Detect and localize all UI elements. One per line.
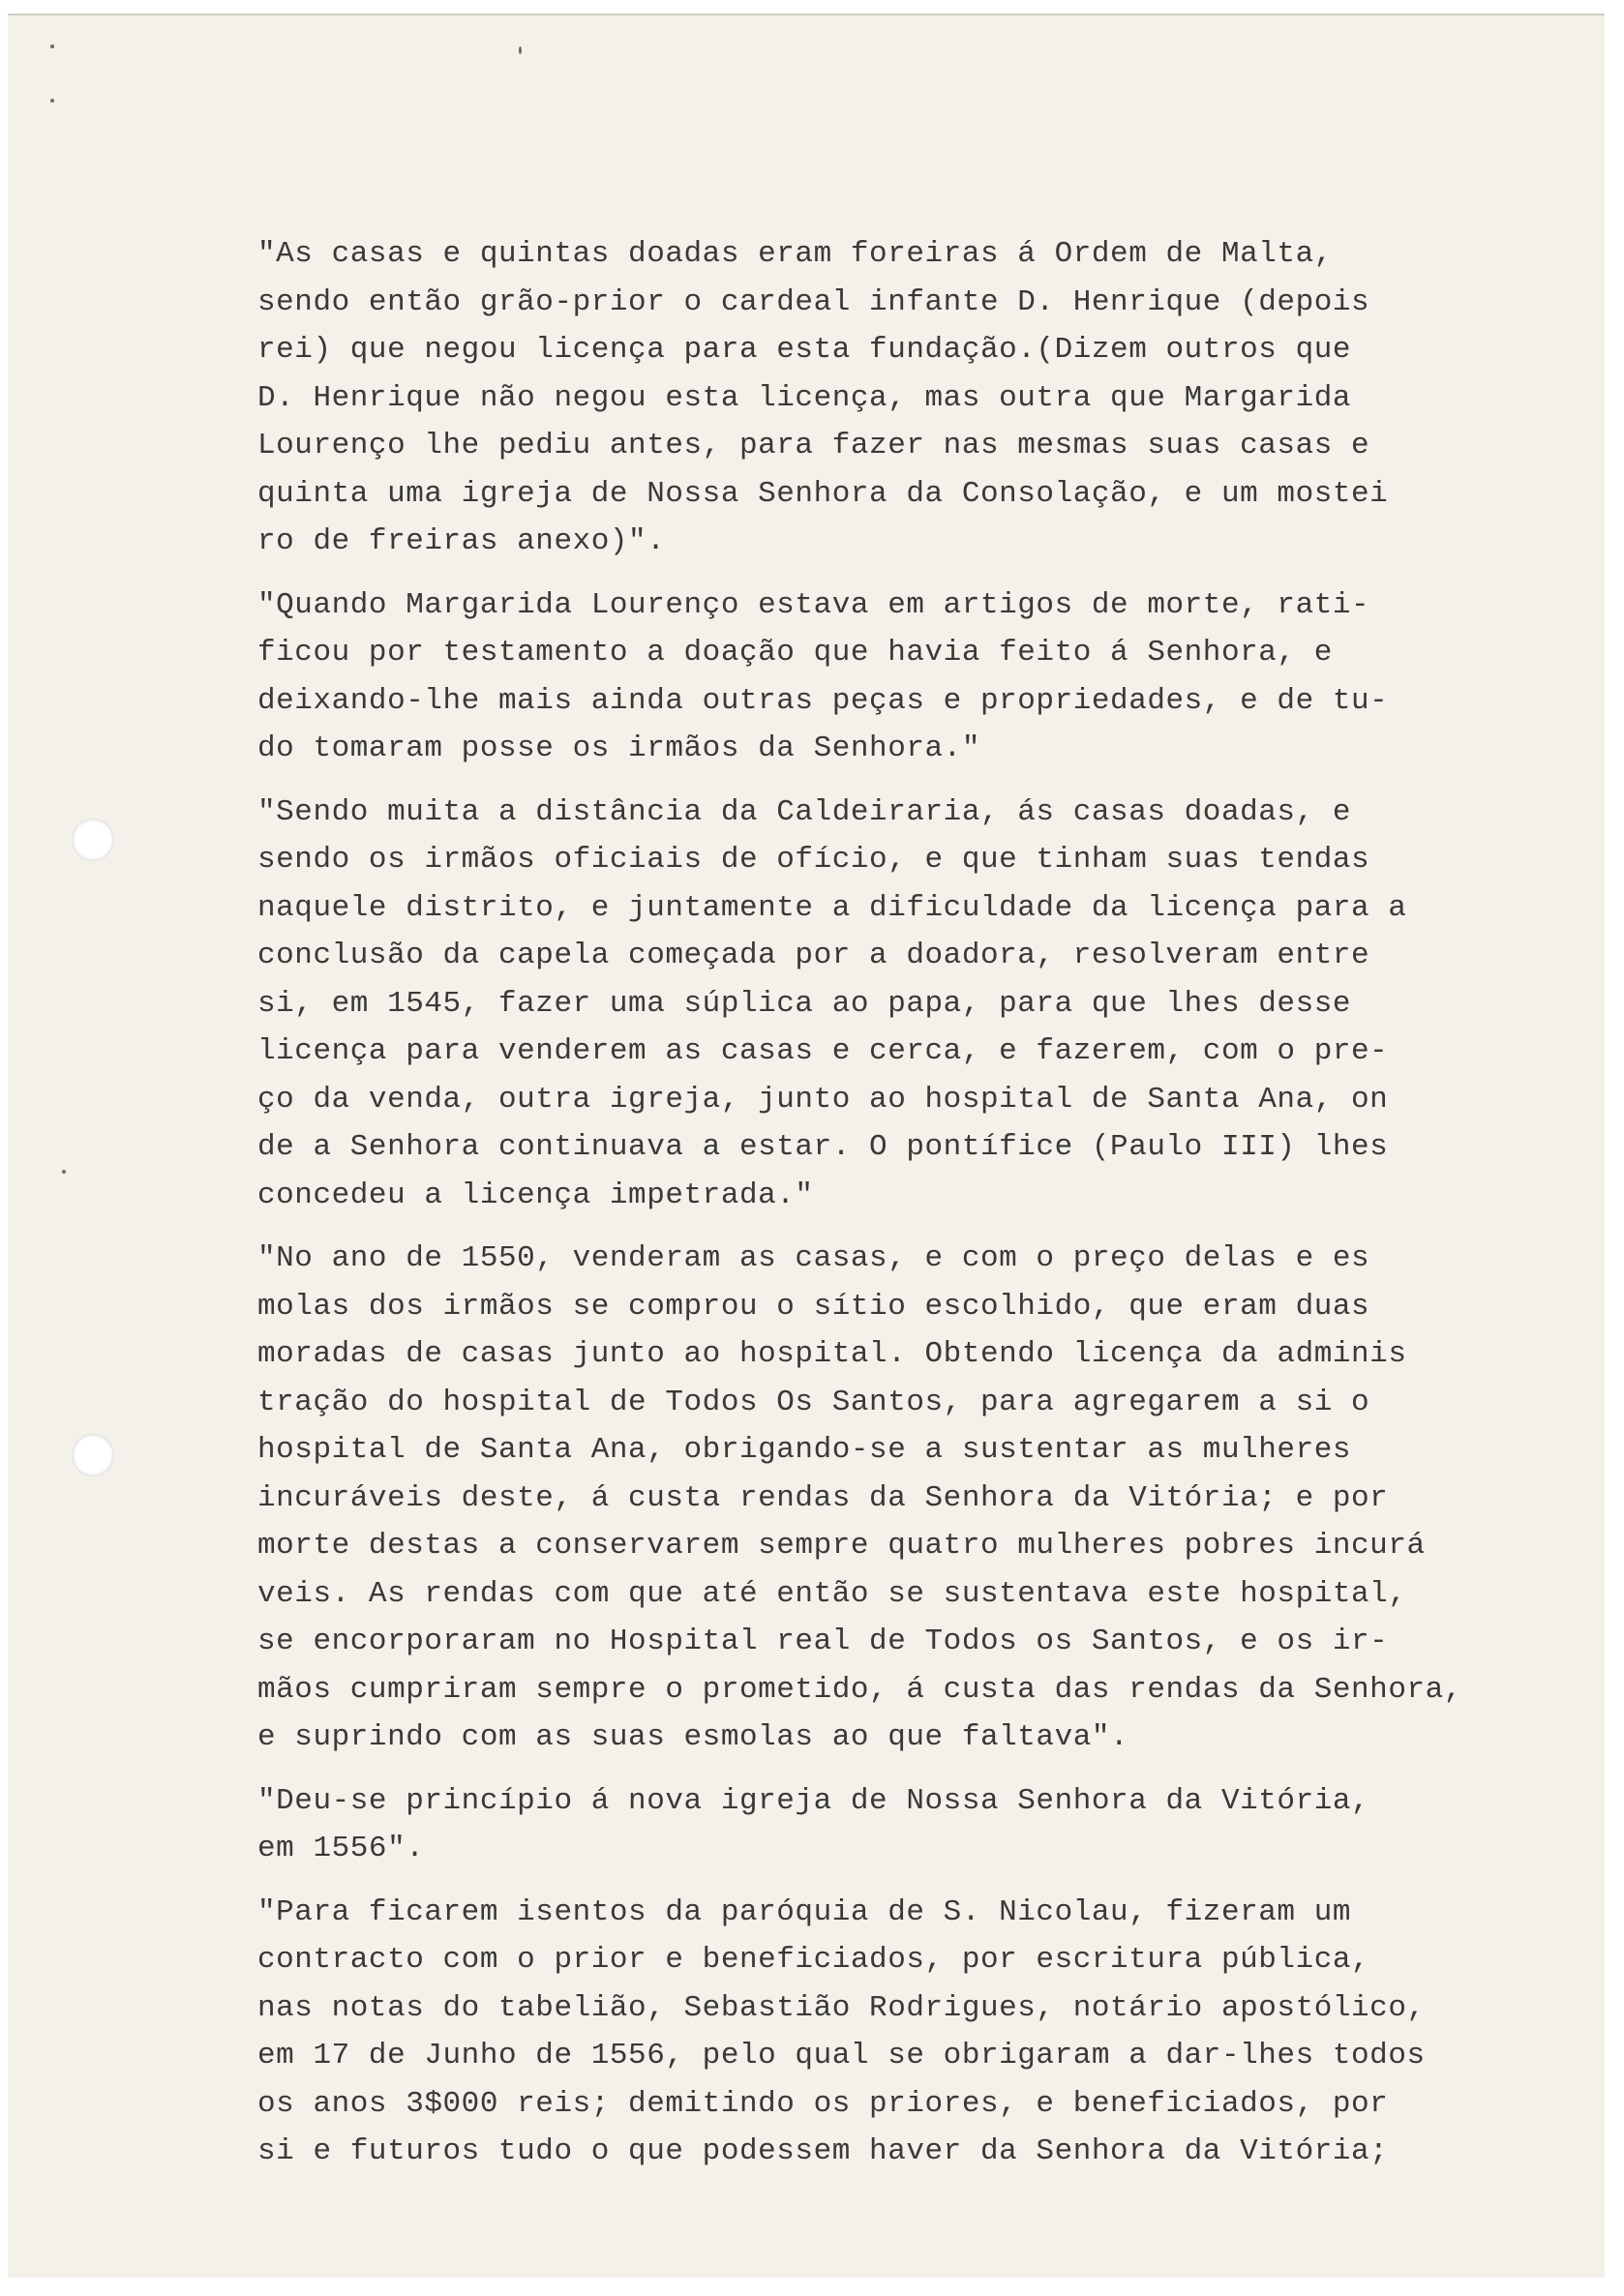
text-line: D. Henrique não negou esta licença, mas outra que Margarida	[257, 380, 1352, 415]
punch-hole	[72, 1434, 114, 1476]
text-line: e suprindo com as suas esmolas ao que faltava".	[257, 1720, 1129, 1754]
text-line: "Para ficarem isentos da paróquia de S. Nicolau, fizeram um	[257, 1894, 1352, 1929]
text-line: naquele distrito, e juntamente a dificuldade da licença para a	[257, 890, 1407, 925]
text-line: morte destas a conservarem sempre quatro mulheres pobres incurá	[257, 1529, 1426, 1563]
text-line: concedeu a licença impetrada."	[257, 1178, 814, 1212]
text-line: em 17 de Junho de 1556, pelo qual se obrigaram a dar-lhes todos	[257, 2039, 1426, 2072]
text-line: de a Senhora continuava a estar. O pontífice (Paulo III) lhes	[257, 1130, 1389, 1164]
text-line: hospital de Santa Ana, obrigando-se a sustentar as mulheres	[257, 1433, 1352, 1467]
text-line: nas notas do tabelião, Sebastião Rodrigues, notário apostólico,	[257, 1990, 1426, 2025]
paragraph	[257, 230, 1516, 566]
paper-speck	[519, 46, 522, 54]
text-line: sendo os irmãos oficiais de ofício, e que tinham suas tendas	[257, 843, 1370, 877]
text-line: veis. As rendas com que até então se sustentava este hospital,	[257, 1576, 1407, 1611]
text-line: ro de freiras anexo)".	[257, 524, 666, 558]
paper-speck	[50, 99, 54, 103]
paragraph	[257, 1235, 1516, 1762]
paragraph	[257, 789, 1516, 1220]
text-line: si, em 1545, fazer uma súplica ao papa, para que lhes desse	[257, 986, 1352, 1021]
text-line: "No ano de 1550, venderam as casas, e com o preço delas e es	[257, 1241, 1370, 1275]
paper-speck	[62, 1170, 66, 1174]
text-line: incuráveis deste, á custa rendas da Senhora da Vitória; e por	[257, 1480, 1389, 1515]
text-line: "As casas e quintas doadas eram foreiras á Ordem de Malta,	[257, 237, 1333, 271]
text-line: si e futuros tudo o que podessem haver da Senhora da Vitória;	[257, 2134, 1389, 2168]
text-line: ço da venda, outra igreja, junto ao hospital de Santa Ana, on	[257, 1082, 1389, 1117]
paragraph	[257, 581, 1516, 773]
text-line: tração do hospital de Todos Os Santos, para agregarem a si o	[257, 1385, 1370, 1419]
text-line: "Quando Margarida Lourenço estava em artigos de morte, rati-	[257, 587, 1370, 622]
text-line: deixando-lhe mais ainda outras peças e propriedades, e de tu-	[257, 683, 1389, 718]
text-line: sendo então grão-prior o cardeal infante D. Henrique (depois	[257, 284, 1370, 319]
text-line: "Sendo muita a distância da Caldeiraria, ás casas doadas, e	[257, 794, 1352, 829]
paragraph	[257, 1777, 1516, 1873]
text-line: se encorporaram no Hospital real de Todos os Santos, e os ir-	[257, 1625, 1389, 1658]
text-line: Lourenço lhe pediu antes, para fazer nas mesmas suas casas e	[257, 429, 1370, 462]
text-line: ficou por testamento a doação que havia feito á Senhora, e	[257, 636, 1333, 670]
text-line: os anos 3$000 reis; demitindo os priores, e beneficiados, por	[257, 2086, 1389, 2121]
punch-hole	[72, 819, 114, 861]
text-line: do tomaram posse os irmãos da Senhora."	[257, 731, 980, 765]
text-line: quinta uma igreja de Nossa Senhora da Consolação, e um mostei	[257, 476, 1389, 511]
text-line: molas dos irmãos se comprou o sítio escolhido, que eram duas	[257, 1289, 1370, 1324]
text-line: rei) que negou licença para esta fundação.(Dizem outros que	[257, 333, 1352, 367]
text-line: licença para venderem as casas e cerca, e fazerem, com o pre-	[257, 1034, 1389, 1068]
typewritten-text	[257, 230, 1516, 2192]
text-line: mãos cumpriram sempre o prometido, á custa das rendas da Senhora,	[257, 1672, 1462, 1707]
text-line: em 1556".	[257, 1832, 425, 1865]
paper-speck	[50, 45, 54, 48]
paragraph	[257, 1889, 1516, 2176]
text-line: conclusão da capela começada por a doadora, resolveram entre	[257, 939, 1370, 972]
text-line: "Deu-se princípio á nova igreja de Nossa Senhora da Vitória,	[257, 1783, 1370, 1818]
text-line: moradas de casas junto ao hospital. Obtendo licença da adminis	[257, 1337, 1407, 1371]
text-line: contracto com o prior e beneficiados, por escritura pública,	[257, 1943, 1370, 1977]
